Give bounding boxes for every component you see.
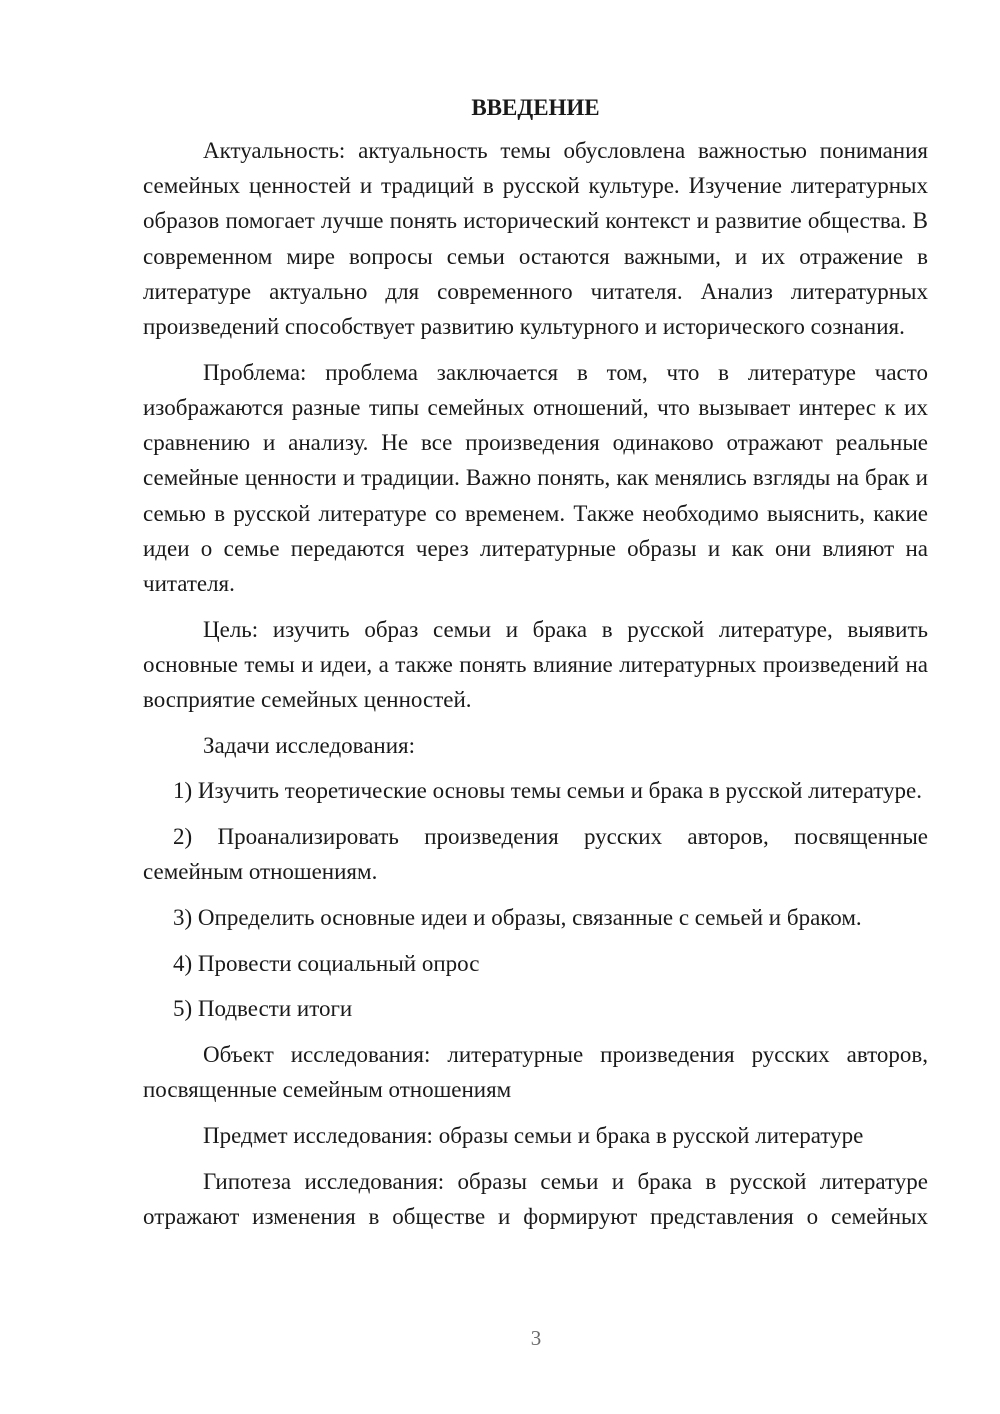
paragraph-object: Объект исследования: литературные произведения русских авторов, посвященные семейным отношениям	[143, 1042, 928, 1103]
paragraph-subject: Предмет исследования: образы семьи и брака в русской литературе	[203, 1123, 864, 1149]
task-item-1: 1) Изучить теоретические основы темы семьи и брака в русской литературе.	[173, 778, 922, 804]
page-number: 3	[530, 1326, 542, 1350]
task-item-2: 2) Проанализировать произведения русских авторов, посвященные семейным отношениям.	[143, 824, 928, 885]
task-item-5: 5) Подвести итоги	[173, 996, 353, 1022]
task-item-3: 3) Определить основные идеи и образы, связанные с семьей и браком.	[173, 905, 862, 931]
paragraph-problem: Проблема: проблема заключается в том, что в литературе часто изображаются разные типы семейных отношений, что вызывает интерес к их сравнению и анализу. Не все произведения одинаково отражают реальные семейные ценности и традиции. Важно понять, как менялись взгляды на брак и семью в русской литературе со временем. Также необходимо выяснить, какие идеи о семье передаются через литературные образы и как они влияют на читателя.	[143, 359, 928, 596]
tasks-heading: Задачи исследования:	[203, 732, 416, 758]
page-title: ВВЕДЕНИЕ	[471, 95, 600, 120]
document-page	[143, 90, 928, 1245]
task-item-4: 4) Провести социальный опрос	[173, 950, 480, 976]
paragraph-relevance: Актуальность: актуальность темы обусловлена важностью понимания семейных ценностей и традиций в русской культуре. Изучение литературных образов помогает лучше понять исторический контекст и развитие общества. В современном мире вопросы семьи остаются важными, и их отражение в литературе актуально для современного читателя. Анализ литературных произведений способствует развитию культурного и исторического сознания.	[143, 138, 928, 340]
paragraph-hypothesis: Гипотеза исследования: образы семьи и брака в русской литературе отражают изменения в обществе и формируют представления о семейных	[143, 1168, 928, 1229]
paragraph-goal: Цель: изучить образ семьи и брака в русской литературе, выявить основные темы и идеи, а также понять влияние литературных произведений на восприятие семейных ценностей.	[143, 616, 928, 713]
